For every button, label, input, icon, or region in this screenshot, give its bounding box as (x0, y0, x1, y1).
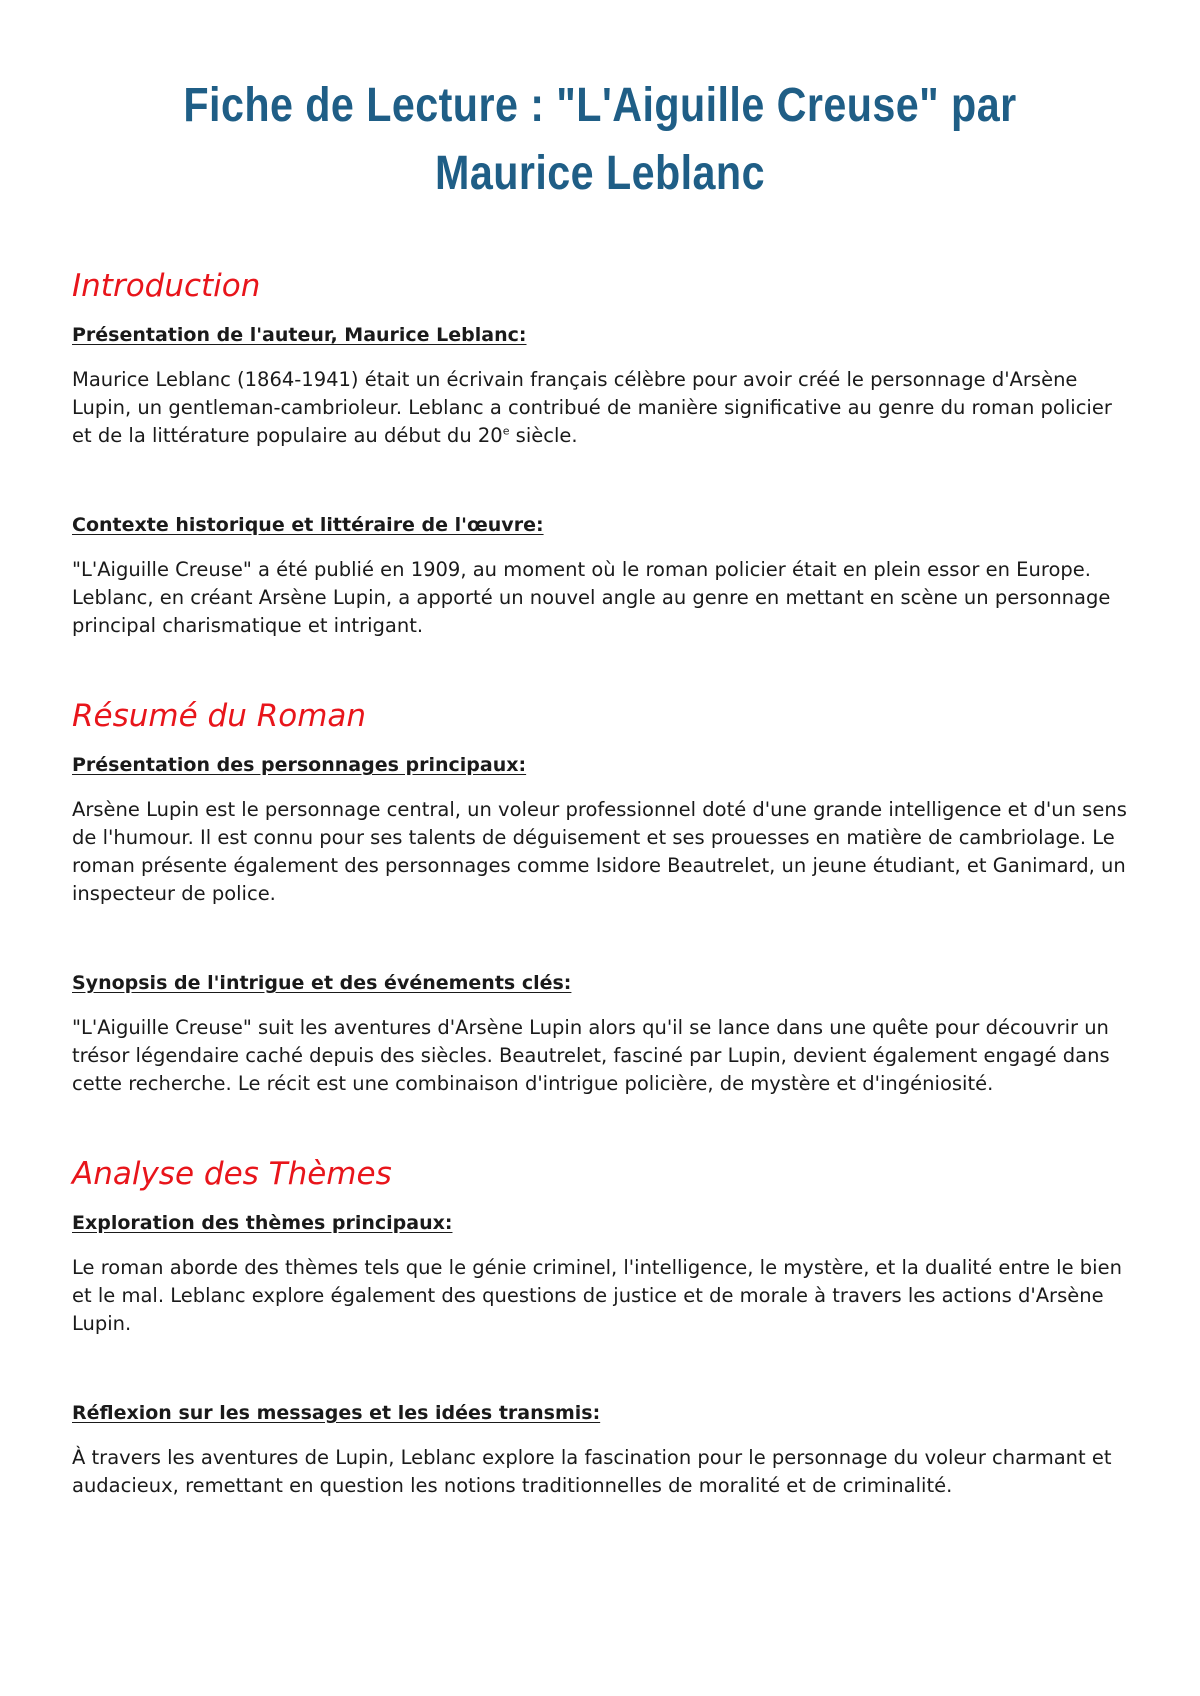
subheading-author-presentation: Présentation de l'auteur, Maurice Leblanc: (72, 324, 527, 346)
section-summary (72, 696, 1128, 1098)
section-heading-themes: Analyse des Thèmes (72, 1156, 392, 1192)
spacer (72, 640, 1128, 696)
paragraph-historical-context: "L'Aiguille Creuse" a été publié en 1909, au moment où le roman policier était en plein essor en Europe. Leblanc, en créant Arsène Lupin, a apporté un nouvel angle au genre en mettant en scène un personnage principal charismatique et intrigant. (72, 558, 1111, 637)
section-heading-summary: Résumé du Roman (72, 698, 367, 734)
document-title: Fiche de Lecture : "L'Aiguille Creuse" par Maurice Leblanc (183, 79, 1017, 200)
block-main-characters (72, 752, 1128, 908)
subheading-messages-ideas: Réflexion sur les messages et les idées transmis: (72, 1402, 601, 1424)
spacer (72, 450, 1128, 512)
paragraph-author-presentation (72, 366, 1128, 450)
paragraph-main-characters: Arsène Lupin est le personnage central, un voleur professionnel doté d'une grande intelligence et d'un sens de l'humour. Il est connu pour ses talents de déguisement et ses prouesses en matière de cambriolage. Le roman présente également des personnages comme Isidore Beautrelet, un jeune étudiant, et Ganimard, un inspecteur de police. (72, 798, 1127, 905)
block-messages-ideas (72, 1400, 1128, 1500)
paragraph-plot-synopsis: "L'Aiguille Creuse" suit les aventures d'Arsène Lupin alors qu'il se lance dans une quête pour découvrir un trésor légendaire caché depuis des siècles. Beautrelet, fasciné par Lupin, devient également engagé dans cette recherche. Le récit est une combinaison d'intrigue policière, de mystère et d'ingéniosité. (72, 1016, 1110, 1095)
block-author-presentation (72, 322, 1128, 450)
paragraph-messages-ideas: À travers les aventures de Lupin, Leblanc explore la fascination pour le personnage du voleur charmant et audacieux, remettant en question les notions traditionnelles de moralité et de criminalité. (72, 1446, 1112, 1497)
block-plot-synopsis (72, 970, 1128, 1098)
subheading-historical-context: Contexte historique et littéraire de l'œuvre: (72, 514, 544, 536)
subheading-main-themes: Exploration des thèmes principaux: (72, 1212, 453, 1234)
section-heading-introduction: Introduction (72, 268, 261, 304)
section-introduction (72, 266, 1128, 640)
spacer (72, 908, 1128, 970)
paragraph-author-presentation-text: Maurice Leblanc (1864-1941) était un écrivain français célèbre pour avoir créé le personnage d'Arsène Lupin, un gentleman-cambrioleur. Leblanc a contribué de manière significative au genre du roman policier et de la littérature populaire au début du 20 (72, 368, 1112, 447)
paragraph-main-themes: Le roman aborde des thèmes tels que le génie criminel, l'intelligence, le mystère, et la dualité entre le bien et le mal. Leblanc explore également des questions de justice et de morale à travers les actions d'Arsène Lupin. (72, 1256, 1122, 1335)
subheading-plot-synopsis: Synopsis de l'intrigue et des événements clés: (72, 972, 572, 994)
century-superscript: e (502, 424, 510, 438)
block-main-themes (72, 1210, 1128, 1338)
spacer (72, 1098, 1128, 1154)
block-historical-context (72, 512, 1128, 640)
paragraph-author-presentation-end: siècle. (509, 424, 578, 447)
subheading-main-characters: Présentation des personnages principaux: (72, 754, 527, 776)
spacer (72, 1338, 1128, 1400)
section-themes (72, 1154, 1128, 1500)
